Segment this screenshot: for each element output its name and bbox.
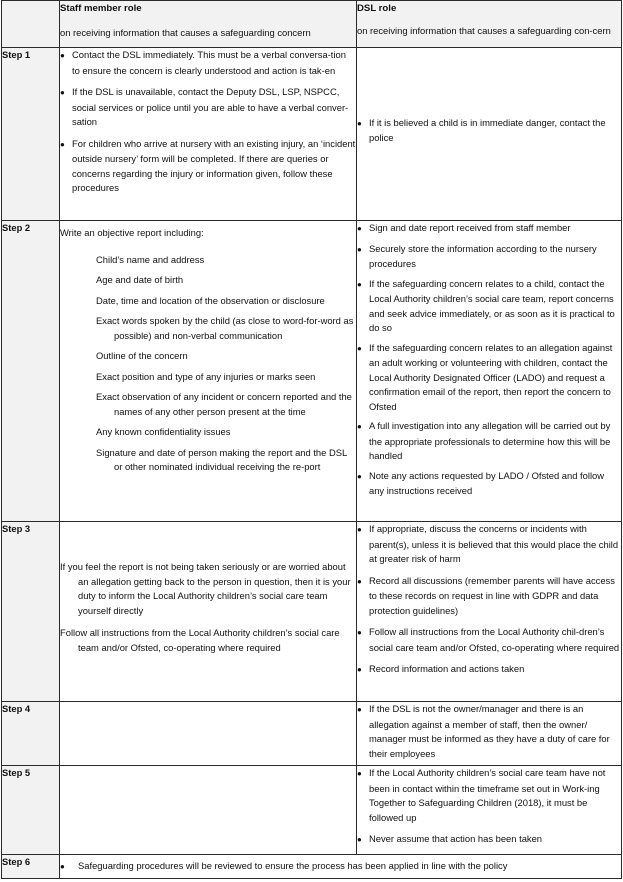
list-item: Follow all instructions from the Local Authority children’s social care team and/or Ofsted, co-operating where required (60, 627, 340, 653)
list-item: ● Note any actions requested by LADO / Ofsted and follow any instructions received (357, 469, 605, 496)
list-item: ● If the DSL is unavailable, contact the Deputy DSL, LSP, NSPCC, social services or police until you are able to have a verbal conver-sation (60, 86, 349, 127)
list-item: ● If the DSL is not the owner/manager and there is an allegation against a member of staff, then the owner/ manager must be informed as they have a duty of care for their employees (357, 703, 610, 759)
list-item: ● Follow all instructions from the Local Authority chil-dren’s social care team and/or Ofsted, co-operating where required (357, 626, 620, 653)
step-label: Step 1 (2, 48, 60, 221)
bullet-icon: ● (357, 343, 362, 353)
bullet-icon: ● (60, 88, 65, 97)
bullet-icon: ● (357, 244, 362, 254)
list-item: ● A full investigation into any allegation will be carried out by the appropriate professionals to determine how this will be handled (357, 420, 611, 461)
list-item: Child’s name and address (96, 253, 205, 265)
step-2-dsl-cell (357, 221, 622, 522)
step-4-dsl-cell (357, 702, 622, 766)
list-item: ● If the safeguarding concern relates to a child, contact the Local Authority children’s social care team, report concerns and seek advice immediately, or as soon as it is practical to do so (357, 277, 615, 333)
step-5-staff-cell (60, 766, 357, 855)
bullet-icon: ● (60, 139, 65, 149)
bullet-icon: ● (60, 51, 65, 60)
bullet-icon: ● (357, 705, 362, 714)
step-label: Step 4 (2, 702, 60, 766)
bullet-icon: ● (357, 665, 362, 674)
step-3-staff-cell (60, 522, 357, 702)
list-item: ● Record all discussions (remember parents will have access to these records on request in line with GDPR and data protection guidelines) (357, 574, 615, 616)
list-item: ● Securely store the information according to the nursery procedures (357, 242, 597, 269)
step-2-row (2, 221, 622, 522)
list-item: Signature and date of person making the report and the DSL or other nominated individual receiving the re-port (96, 446, 347, 472)
list-item: Outline of the concern (96, 350, 188, 361)
bullet-icon: ● (357, 224, 362, 233)
list-item: ● If the safeguarding concern relates to an allegation against an adult working or volunteering with children, contact the Local Authority Designated Officer (LADO) and request a confirmation email of the report, then report the concern to Ofsted (357, 341, 613, 412)
step-6-text: Safeguarding procedures will be reviewed to ensure the process has been applied in line with the policy (78, 859, 508, 871)
step-label: Step 2 (2, 221, 60, 522)
dsl-role-header (357, 1, 622, 48)
report-items-list (96, 253, 356, 475)
bullet-icon: ● (357, 525, 362, 534)
list-item: Any known confidentiality issues (96, 426, 231, 437)
list-item: ● If it is believed a child is in immediate danger, contact the police (357, 116, 606, 143)
step-5-dsl-cell (357, 766, 622, 855)
step-2-staff-cell (60, 221, 357, 522)
bullet-icon: ● (357, 471, 362, 481)
step-4-staff-cell (60, 702, 357, 766)
staff-role-subtitle: on receiving information that causes a safeguarding concern (60, 26, 311, 38)
list-item: Age and date of birth (96, 274, 184, 285)
step-5-row (2, 766, 622, 855)
list-item: ● Record information and actions taken (357, 662, 621, 678)
safeguarding-procedure-table (1, 0, 622, 879)
header-row (2, 1, 622, 48)
step-3-dsl-cell (357, 522, 622, 702)
bullet-icon: ● (357, 118, 362, 128)
header-empty-cell (2, 1, 60, 48)
list-item: Exact words spoken by the child (as close to word-for-word as possible) and non-verbal communication (96, 315, 354, 341)
step-3-row (2, 522, 622, 702)
step-1-row (2, 48, 622, 221)
list-item: ● If the Local Authority children’s social care team have not been in contact within the timeframe set out in Work-ing Together to Safeguarding Children (2018), it must be followed up (357, 767, 606, 823)
list-item: Exact position and type of any injuries or marks seen (96, 370, 316, 382)
list-item: ● For children who arrive at nursery with an existing injury, an ‘incident outside nursery’ form will be completed. If there are queries or concerns regarding the injury or information given, follow these procedures (60, 137, 356, 193)
list-item: ● Never assume that action has been taken (357, 832, 621, 848)
bullet-icon: ● (357, 576, 362, 586)
step-4-row (2, 702, 622, 766)
step-1-dsl-cell (357, 48, 622, 221)
list-item: If you feel the report is not being taken seriously or are worried about an allegation getting back to the person in question, then it is your duty to inform the Local Authority children’s social care team yourself directly (60, 561, 351, 616)
bullet-icon: ● (357, 628, 362, 637)
dsl-role-subtitle: on receiving information that causes a safeguarding con-cern (357, 24, 611, 36)
step-label: Step 5 (2, 766, 60, 855)
step-label: Step 6 (2, 855, 60, 879)
bullet-icon: ● (357, 769, 362, 778)
step-label: Step 3 (2, 522, 60, 702)
report-intro: Write an objective report including: (60, 227, 204, 238)
list-item: ● If appropriate, discuss the concerns or incidents with parent(s), unless it is believed that this would place the child at greater risk of harm (357, 523, 619, 564)
list-item: Exact observation of any incident or concern reported and the names of any other person present at the time (96, 391, 352, 417)
bullet-icon: ● (357, 422, 362, 431)
bullet-icon: ● (357, 279, 362, 289)
bullet-icon: ● (357, 835, 362, 844)
dsl-role-title: DSL role (357, 3, 397, 14)
list-item: ● Contact the DSL immediately. This must be a verbal conversa-tion to ensure the concern is clearly understood and action is tak-en (60, 49, 346, 76)
step-6-row (2, 855, 622, 879)
staff-role-header (60, 1, 357, 48)
staff-role-title: Staff member role (60, 3, 142, 14)
list-item: ● Sign and date report received from staff member (357, 221, 621, 237)
step-1-staff-cell (60, 48, 357, 221)
list-item: Date, time and location of the observation or disclosure (96, 294, 325, 306)
step-6-cell (60, 855, 622, 879)
bullet-icon: ● (60, 861, 65, 871)
